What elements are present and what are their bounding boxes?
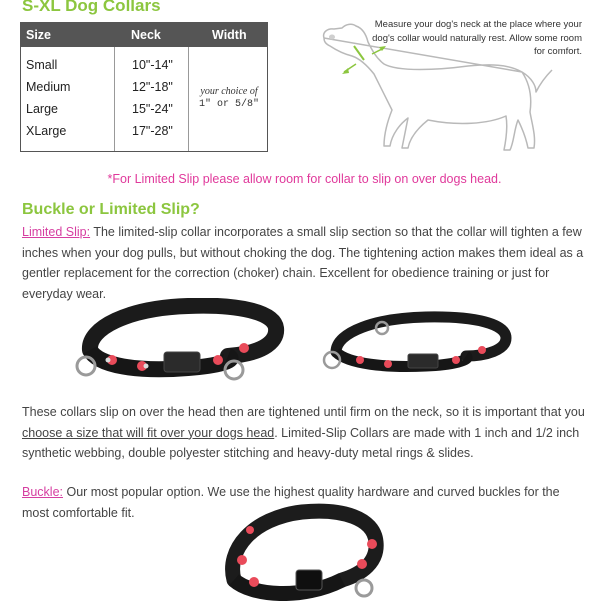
neck-xlarge: 17"-28" [132, 124, 173, 138]
column-divider [114, 47, 115, 151]
buckle-collar-image [212, 500, 392, 601]
page-title: S-XL Dog Collars [22, 0, 161, 15]
column-divider [188, 47, 189, 151]
slip-over-paragraph [22, 402, 587, 464]
measure-note: Measure your dog's neck at the place where your dog's collar would naturally rest. Allow some room for comfort. [372, 19, 582, 57]
size-large: Large [26, 102, 58, 116]
buckle-link[interactable]: Buckle: [22, 485, 63, 499]
limited-slip-link[interactable]: Limited Slip: [22, 225, 91, 239]
section-title: Buckle or Limited Slip? [22, 201, 200, 218]
width-note-line2: 1" or 5/8" [198, 99, 259, 110]
limited-slip-collar-narrow-image [316, 310, 516, 380]
size-table [20, 22, 268, 152]
slip-over-text-2: . Limited-Slip Collars are made with 1 inch and 1/2 inch synthetic webbing, double polyester stitching and heavy-duty metal rings & slides. [22, 425, 580, 460]
neck-small: 10"-14" [132, 58, 173, 72]
width-note-line1: your choice of [200, 86, 258, 97]
size-xlarge: XLarge [26, 124, 67, 138]
size-table-header [21, 23, 267, 47]
size-medium: Medium [26, 80, 71, 94]
limited-slip-text: The limited-slip collar incorporates a small slip section so that the collar will tighten a few inches when your dog pulls, but without choking the dog. The tightening action makes them ideal as a gentler replacement for the correction (choker) chain. Excellent for obedience training or just for everyday wear. [22, 225, 584, 301]
neck-medium: 12"-18" [132, 80, 173, 94]
buckle-text: Our most popular option. We use the highest quality hardware and curved buckles for the most comfortable fit. [22, 485, 560, 520]
header-width: Width [212, 28, 247, 42]
limited-slip-collar-wide-image [68, 298, 288, 386]
slip-over-text-1: These collars slip on over the head then are tightened until firm on the neck, so it is important that you [22, 405, 585, 419]
header-size: Size [26, 28, 52, 42]
width-note [191, 85, 267, 111]
limited-slip-paragraph [22, 222, 587, 304]
neck-large: 15"-24" [132, 102, 173, 116]
header-neck: Neck [131, 28, 161, 42]
choose-size-link[interactable]: choose a size that will fit over your dogs head [22, 425, 275, 440]
size-small: Small [26, 58, 58, 72]
limited-slip-note: *For Limited Slip please allow room for collar to slip on over dogs head. [107, 172, 502, 186]
